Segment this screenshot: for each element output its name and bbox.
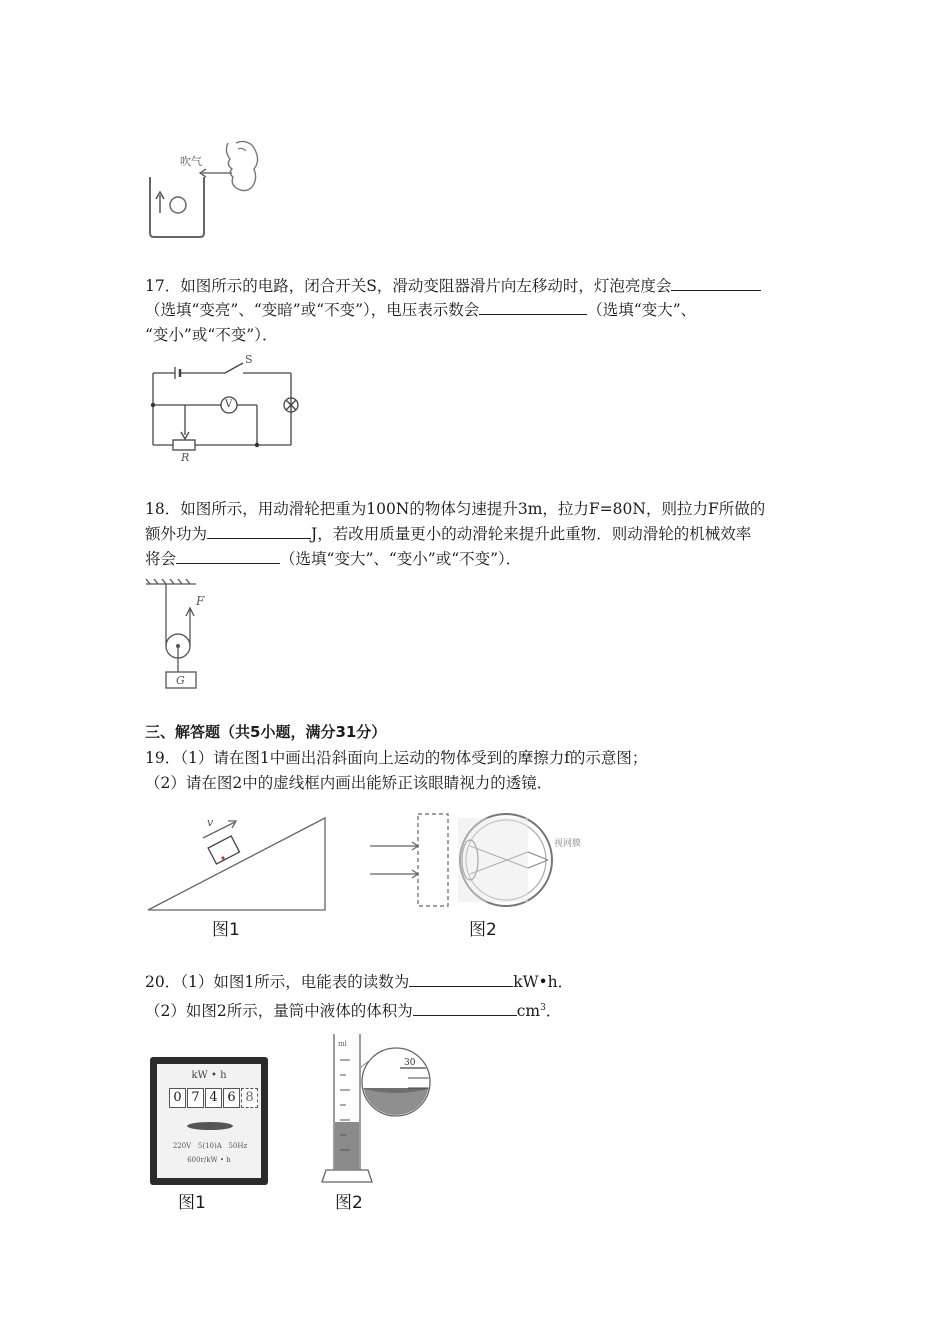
meter-spec-2: 600r/kW • h	[187, 1156, 231, 1164]
q20-line1: 20．（1）如图1所示，电能表的读数为 kW•h．	[145, 973, 574, 991]
cylinder-unit: ml	[338, 1040, 347, 1048]
rheostat-label: R	[181, 451, 190, 464]
meter-unit: kW • h	[191, 1070, 227, 1081]
measuring-cylinder	[320, 1030, 435, 1190]
q20-line2: （2）如图2所示，量筒中液体的体积为 $cm^3$．	[145, 1002, 562, 1021]
meter-digit-decimal: 8	[241, 1088, 258, 1108]
q18-line3: 将会 （选填“变大”、“变小”或“不变”）．	[145, 550, 522, 568]
q20-blank2[interactable]	[413, 1001, 517, 1016]
electric-meter	[150, 1057, 268, 1185]
section-heading: 三、解答题（共5小题，满分31分）	[145, 723, 387, 741]
q18-blank2[interactable]	[176, 549, 280, 564]
meter-face	[157, 1064, 261, 1178]
velocity-label: v	[207, 816, 214, 829]
q20-blank1[interactable]	[409, 972, 513, 987]
blow-label: 吹气	[180, 155, 202, 168]
force-label: F	[196, 594, 205, 608]
voltmeter-label: V	[225, 399, 233, 410]
figure-circuit	[145, 355, 305, 467]
q18-line2: 额外功为 J，若改用质量更小的动滑轮来提升此重物．则动滑轮的机械效率	[145, 525, 752, 543]
meter-digit: 7	[187, 1088, 204, 1108]
weight-label: G	[176, 674, 185, 687]
q17-line3: “变小”或“不变”）．	[145, 326, 278, 344]
switch-label: S	[245, 353, 253, 366]
q18-blank1[interactable]	[207, 524, 311, 539]
figure-incline	[143, 812, 333, 917]
meter-disc	[187, 1122, 233, 1130]
caption-fig1-q20: 图1	[178, 1193, 206, 1213]
q17-line2: （选填“变亮”、“变暗”或“不变”），电压表示数会 （选填“变大”、	[145, 301, 697, 319]
figure-blow-container	[140, 135, 265, 245]
meter-digit: 4	[205, 1088, 222, 1108]
cylinder-mark: 30	[404, 1058, 416, 1068]
q19-line2: （2）请在图2中的虚线框内画出能矫正该眼睛视力的透镜．	[145, 774, 553, 792]
caption-fig1-q19: 图1	[212, 920, 240, 940]
q18-line1: 18．如图所示，用动滑轮把重为100N的物体匀速提升3m，拉力F=80N，则拉力F所做的	[145, 500, 766, 518]
q17-line1: 17．如图所示的电路，闭合开关S，滑动变阻器滑片向左移动时，灯泡亮度会	[145, 276, 761, 296]
figure-eye	[368, 808, 598, 913]
caption-fig2-q19: 图2	[469, 920, 497, 940]
meter-digit: 0	[169, 1088, 186, 1108]
retina-label: 视网膜	[554, 839, 582, 849]
meter-digits	[169, 1088, 258, 1108]
caption-fig2-q20: 图2	[335, 1193, 363, 1213]
q17-blank2[interactable]	[479, 300, 587, 315]
figure-pulley	[140, 578, 220, 693]
meter-digit: 6	[223, 1088, 240, 1108]
q19-line1: 19．（1）请在图1中画出沿斜面向上运动的物体受到的摩擦力f的示意图；	[145, 749, 648, 767]
q17-blank1[interactable]	[671, 276, 761, 291]
meter-spec-1: 220V 5(10)A 50Hz	[172, 1142, 248, 1150]
